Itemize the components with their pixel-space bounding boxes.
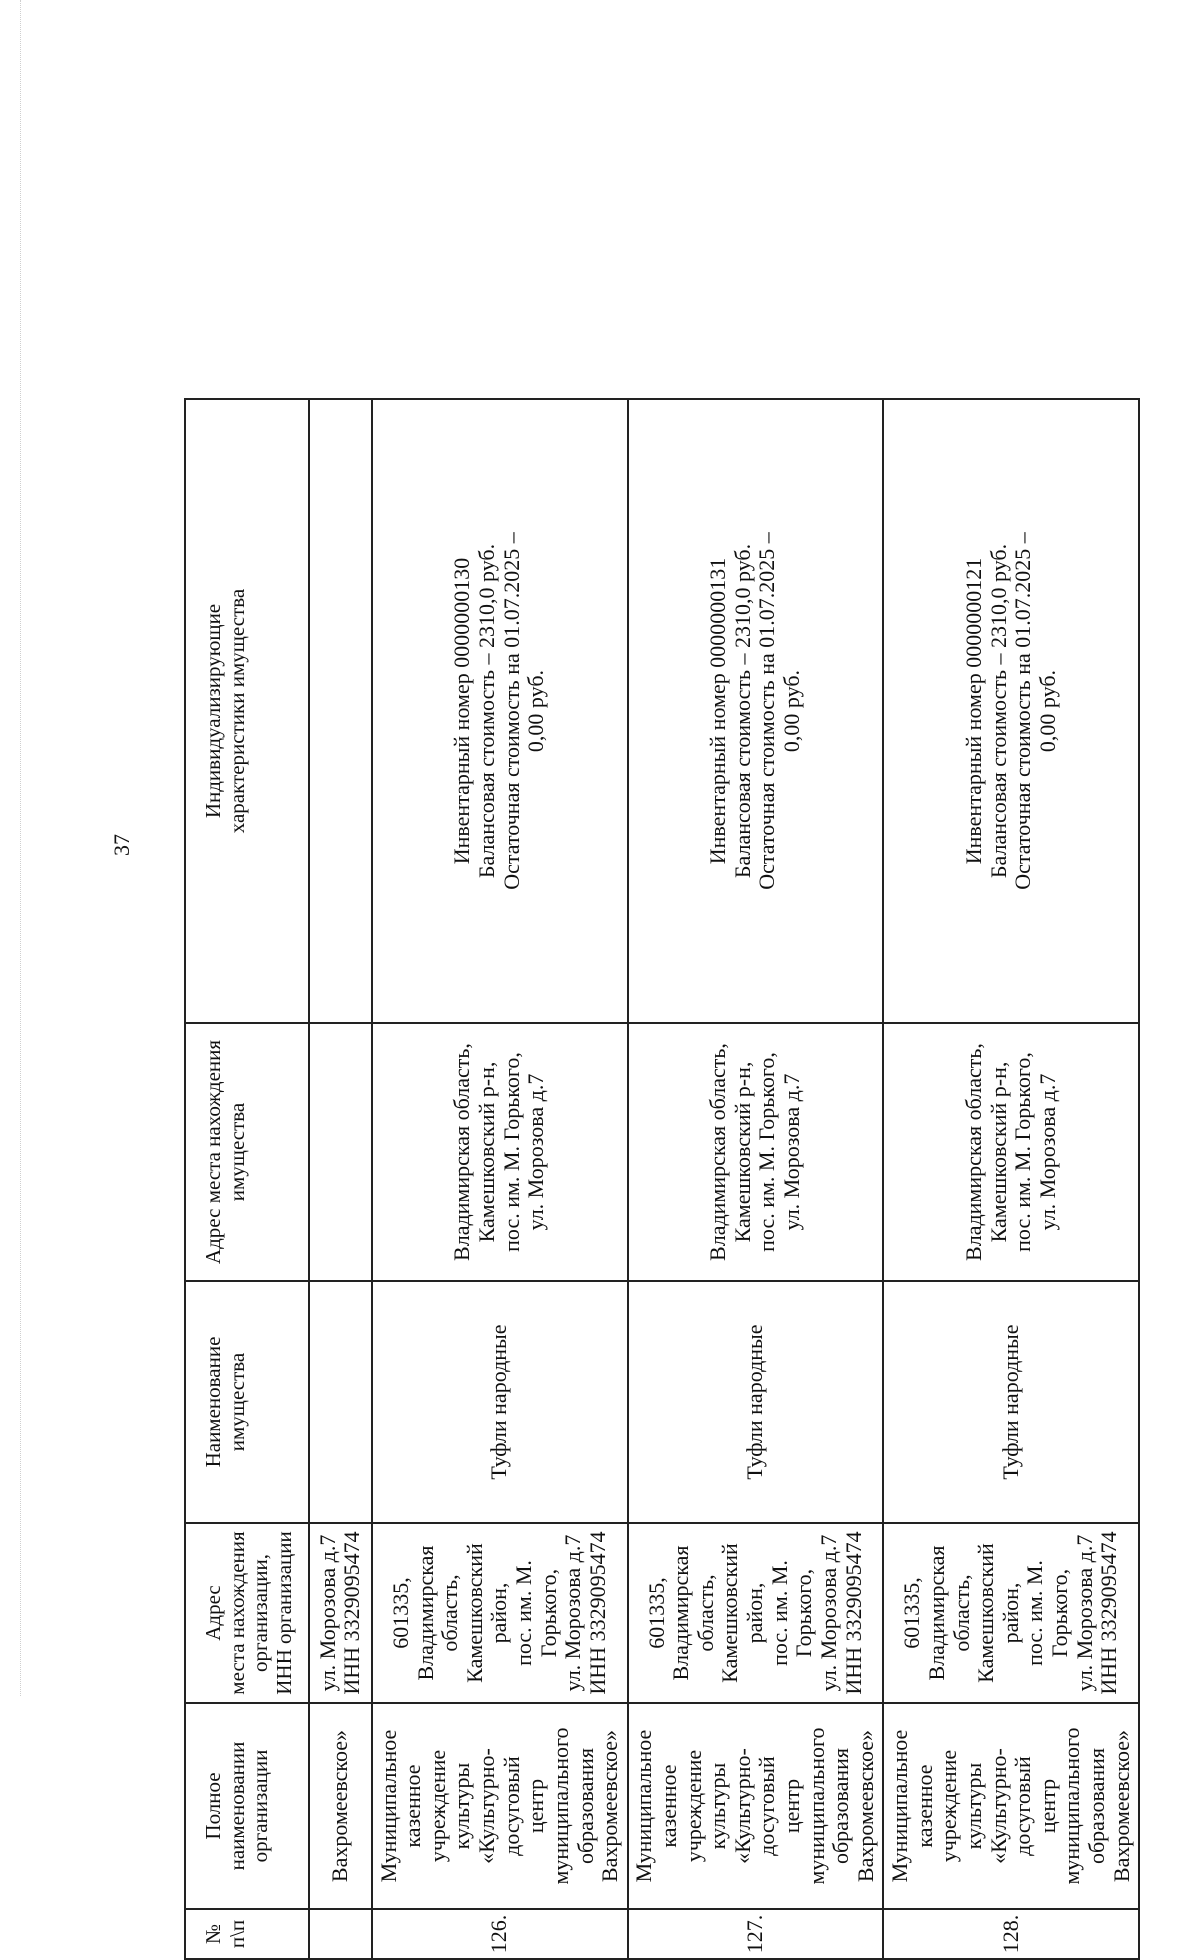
cell-item-name: Туфли народные xyxy=(372,1281,628,1523)
cell-item-address: Владимирская область, Камешковский р-н, пос. им. М. Горького, ул. Морозова д.7 xyxy=(883,1023,1139,1281)
rotated-table-wrapper xyxy=(184,400,1140,1960)
property-table xyxy=(184,398,1140,1960)
cell-item-characteristics: Инвентарный номер 0000000130 Балансовая стоимость – 2310,0 руб. Остаточная стоимость на 01.07.2025 – 0,00 руб. xyxy=(372,399,628,1023)
table-header-row xyxy=(185,399,309,1959)
cell-org-address: 601335, Владимирская область, Камешковский район, пос. им. М. Горького, ул. Морозова д.7 ИНН 3329095474 xyxy=(883,1523,1139,1703)
cell-num xyxy=(309,1909,372,1959)
page-number: 37 xyxy=(109,834,134,856)
cell-org-address: ул. Морозова д.7 ИНН 3329095474 xyxy=(309,1523,372,1703)
cell-org-name: Муниципальное казенное учреждение культуры «Культурно-досуговый центр муниципального образования Вахромеевское» xyxy=(883,1703,1139,1909)
cell-item-address: Владимирская область, Камешковский р-н, пос. им. М. Горького, ул. Морозова д.7 xyxy=(372,1023,628,1281)
header-num: № п\п xyxy=(185,1909,309,1959)
page-edge-mark xyxy=(20,0,21,1696)
cell-org-name: Вахромеевское» xyxy=(309,1703,372,1909)
cell-num: 128. xyxy=(883,1909,1139,1959)
header-item-name: Наименование имущества xyxy=(185,1281,309,1523)
cell-item-name: Туфли народные xyxy=(883,1281,1139,1523)
header-org-name: Полное наименовании организации xyxy=(185,1703,309,1909)
cell-num: 126. xyxy=(372,1909,628,1959)
table-row xyxy=(628,399,884,1959)
cell-item-address: Владимирская область, Камешковский р-н, пос. им. М. Горького, ул. Морозова д.7 xyxy=(628,1023,884,1281)
table-row-continued xyxy=(309,399,372,1959)
cell-item-characteristics: Инвентарный номер 0000000121 Балансовая стоимость – 2310,0 руб. Остаточная стоимость на 01.07.2025 – 0,00 руб. xyxy=(883,399,1139,1023)
cell-org-name: Муниципальное казенное учреждение культуры «Культурно-досуговый центр муниципального образования Вахромеевское» xyxy=(628,1703,884,1909)
cell-org-address: 601335, Владимирская область, Камешковский район, пос. им. М. Горького, ул. Морозова д.7 ИНН 3329095474 xyxy=(372,1523,628,1703)
table-row xyxy=(883,399,1139,1959)
cell-item-name: Туфли народные xyxy=(628,1281,884,1523)
cell-item-address xyxy=(309,1023,372,1281)
table-row xyxy=(372,399,628,1959)
cell-org-name: Муниципальное казенное учреждение культуры «Культурно-досуговый центр муниципального образования Вахромеевское» xyxy=(372,1703,628,1909)
cell-item-name xyxy=(309,1281,372,1523)
cell-item-characteristics: Инвентарный номер 0000000131 Балансовая стоимость – 2310,0 руб. Остаточная стоимость на 01.07.2025 – 0,00 руб. xyxy=(628,399,884,1023)
cell-item-characteristics xyxy=(309,399,372,1023)
header-org-address: Адрес места нахождения организации, ИНН организации xyxy=(185,1523,309,1703)
cell-num: 127. xyxy=(628,1909,884,1959)
cell-org-address: 601335, Владимирская область, Камешковский район, пос. им. М. Горького, ул. Морозова д.7 ИНН 3329095474 xyxy=(628,1523,884,1703)
header-item-characteristics: Индивидуализирующие характеристики имущества xyxy=(185,399,309,1023)
header-item-address: Адрес места нахождения имущества xyxy=(185,1023,309,1281)
